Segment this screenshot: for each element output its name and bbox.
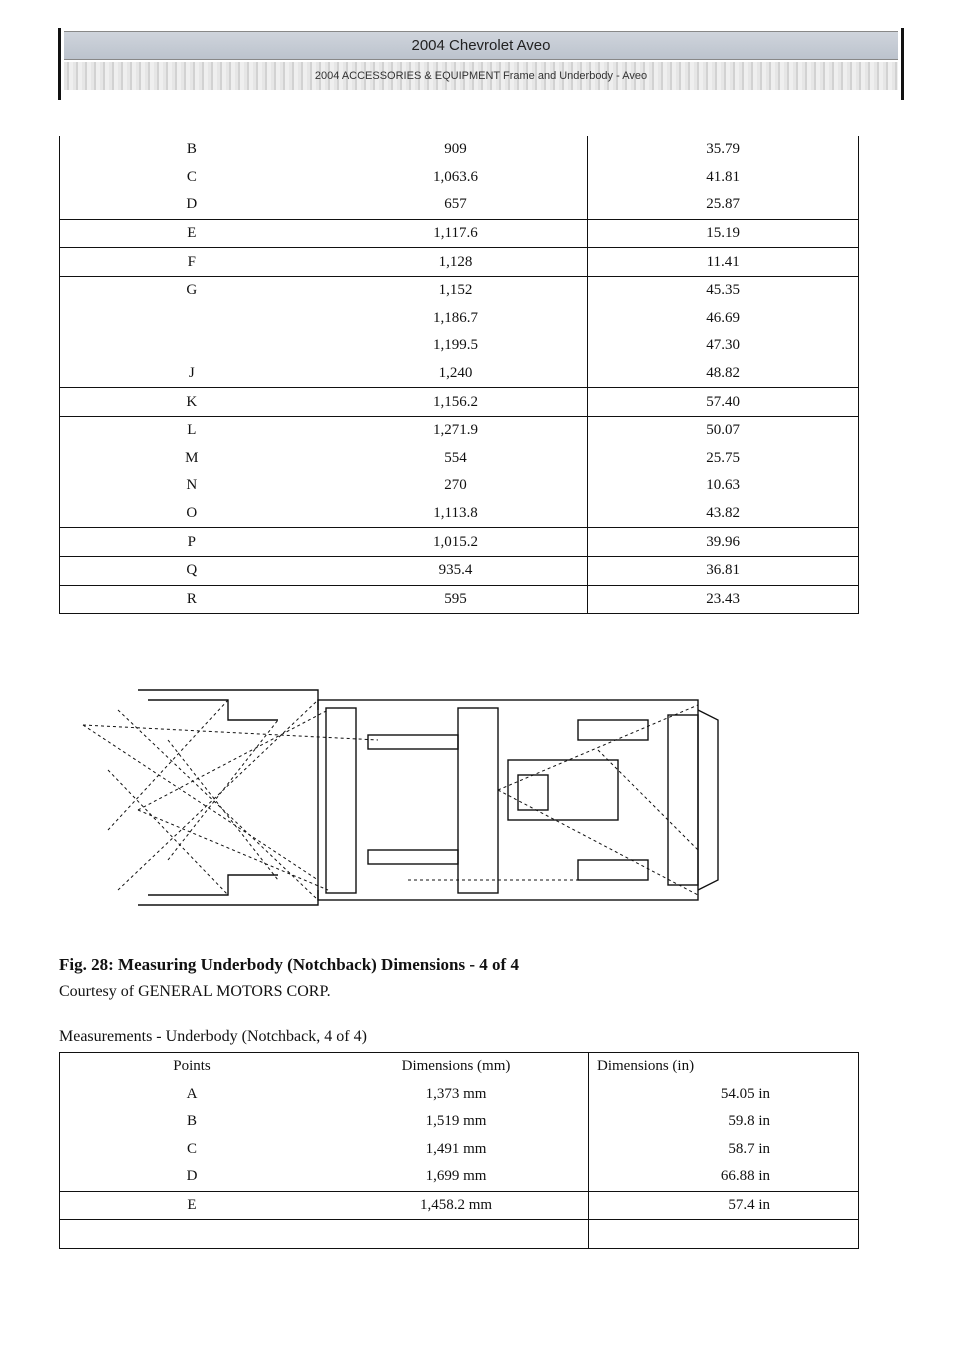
cell-point: B	[186, 1113, 197, 1130]
cell-mm: 270	[324, 472, 588, 500]
cell-point: Q	[60, 556, 324, 585]
cell-mm: 1,373 mm	[324, 1081, 589, 1109]
table-row	[60, 416, 859, 444]
cell-mm: 1,491 mm	[324, 1136, 589, 1164]
table-row	[60, 1220, 859, 1249]
cell-point: R	[60, 585, 324, 614]
table-row	[60, 136, 859, 164]
cell-mm: 1,458.2 mm	[324, 1191, 589, 1220]
cell-point: J	[188, 365, 195, 382]
figure-title: Fig. 28: Measuring Underbody (Notchback) Dimensions - 4 of 4	[59, 955, 519, 974]
table-row	[60, 445, 859, 473]
cell-point: C	[186, 1140, 197, 1157]
cell-in: 48.82	[706, 365, 741, 382]
cell-mm: 554	[324, 445, 588, 473]
cell-in: 43.82	[706, 505, 741, 522]
cell-point	[60, 1220, 325, 1249]
table-row	[60, 332, 859, 360]
cell-in: 11.41	[588, 248, 859, 277]
cell-point: M	[185, 449, 199, 466]
cell-mm: 1,240	[324, 360, 588, 388]
cell-in: 41.81	[706, 168, 741, 185]
table-row	[60, 388, 859, 417]
header-mm: Dimensions (mm)	[324, 1053, 589, 1081]
cell-in: 10.63	[706, 477, 741, 494]
cell-in	[589, 1220, 859, 1249]
spare-well	[518, 775, 548, 810]
rail-upper	[368, 735, 458, 749]
cell-mm: 1,113.8	[324, 500, 588, 528]
figure-credit: Courtesy of GENERAL MOTORS CORP.	[59, 983, 331, 1000]
cell-in: 54.05 in	[720, 1085, 770, 1102]
underbody-diagram	[78, 680, 728, 915]
cell-mm: 595	[324, 585, 588, 614]
cell-point: E	[60, 1191, 325, 1220]
cell-in: 50.07	[588, 416, 859, 444]
cell-mm: 1,699 mm	[324, 1163, 589, 1191]
cell-mm: 1,186.7	[324, 305, 588, 333]
cell-in: 36.81	[588, 556, 859, 585]
cell-point: N	[186, 477, 198, 494]
cell-point: G	[60, 276, 324, 304]
cell-in: 35.79	[706, 141, 741, 158]
table-row	[60, 219, 859, 248]
table-row	[60, 556, 859, 585]
rear-bumper-edge	[698, 710, 718, 890]
cell-mm: 1,063.6	[324, 164, 588, 192]
cell-in: 58.7 in	[728, 1140, 770, 1157]
cell-in: 59.8 in	[728, 1113, 770, 1130]
header-points: Points	[173, 1058, 211, 1075]
table-row	[60, 305, 859, 333]
cell-in: 39.96	[588, 528, 859, 557]
table-row	[60, 360, 859, 388]
measurements-table-bottom	[59, 1052, 859, 1249]
rear-rail-upper	[578, 720, 648, 740]
cell-in: 45.35	[588, 276, 859, 304]
cell-point: D	[186, 196, 198, 213]
cell-mm	[324, 1220, 589, 1249]
table-header-row	[60, 1053, 859, 1081]
document-subtitle: 2004 ACCESSORIES & EQUIPMENT Frame and Underbody - Aveo	[64, 62, 898, 90]
document-title: 2004 Chevrolet Aveo	[64, 31, 898, 60]
cell-in: 66.88 in	[720, 1168, 770, 1185]
cell-in: 47.30	[706, 337, 741, 354]
header-in: Dimensions (in)	[597, 1058, 695, 1075]
table-row	[60, 164, 859, 192]
cell-mm: 1,152	[324, 276, 588, 304]
rear-crossmember	[668, 715, 698, 885]
cell-mm: 1,271.9	[324, 416, 588, 444]
cell-in: 46.69	[706, 309, 741, 326]
cell-mm: 1,519 mm	[324, 1108, 589, 1136]
rail-lower	[368, 850, 458, 864]
table-row	[60, 191, 859, 219]
table-row	[60, 1163, 859, 1191]
table-row	[60, 500, 859, 528]
cell-point: K	[60, 388, 324, 417]
cell-point: C	[186, 168, 197, 185]
cell-mm: 1,156.2	[324, 388, 588, 417]
table-row	[60, 276, 859, 304]
table-row	[60, 1191, 859, 1220]
cell-mm: 657	[324, 191, 588, 219]
cell-point: A	[186, 1085, 198, 1102]
cell-point: L	[60, 416, 324, 444]
cell-in: 25.87	[706, 196, 741, 213]
cell-mm: 1,128	[324, 248, 588, 277]
cell-mm: 909	[324, 136, 588, 164]
cell-point: O	[186, 505, 198, 522]
cell-point	[60, 305, 324, 333]
table-row	[60, 248, 859, 277]
table-row	[60, 472, 859, 500]
cell-point	[60, 332, 324, 360]
cell-in: 15.19	[588, 219, 859, 248]
cell-mm: 1,117.6	[324, 219, 588, 248]
section-title: Measurements - Underbody (Notchback, 4 of 4)	[59, 1028, 367, 1045]
cell-mm: 1,015.2	[324, 528, 588, 557]
table-row	[60, 585, 859, 614]
cell-mm: 935.4	[324, 556, 588, 585]
measurements-table-top	[59, 136, 859, 614]
table-row	[60, 1081, 859, 1109]
cell-in: 23.43	[588, 585, 859, 614]
center-tunnel	[458, 708, 498, 893]
cell-point: F	[60, 248, 324, 277]
front-crossmember	[326, 708, 356, 893]
table-row	[60, 1108, 859, 1136]
front-subframe	[138, 690, 318, 905]
floor-panel	[508, 760, 618, 820]
table-row	[60, 1136, 859, 1164]
cell-point: E	[60, 219, 324, 248]
table-row	[60, 528, 859, 557]
cell-in: 57.40	[588, 388, 859, 417]
cell-mm: 1,199.5	[324, 332, 588, 360]
cell-in: 57.4 in	[589, 1191, 859, 1220]
cell-point: P	[60, 528, 324, 557]
measurement-lines	[83, 700, 698, 900]
cell-in: 25.75	[706, 449, 741, 466]
cell-point: B	[186, 141, 197, 158]
cell-point: D	[186, 1168, 198, 1185]
